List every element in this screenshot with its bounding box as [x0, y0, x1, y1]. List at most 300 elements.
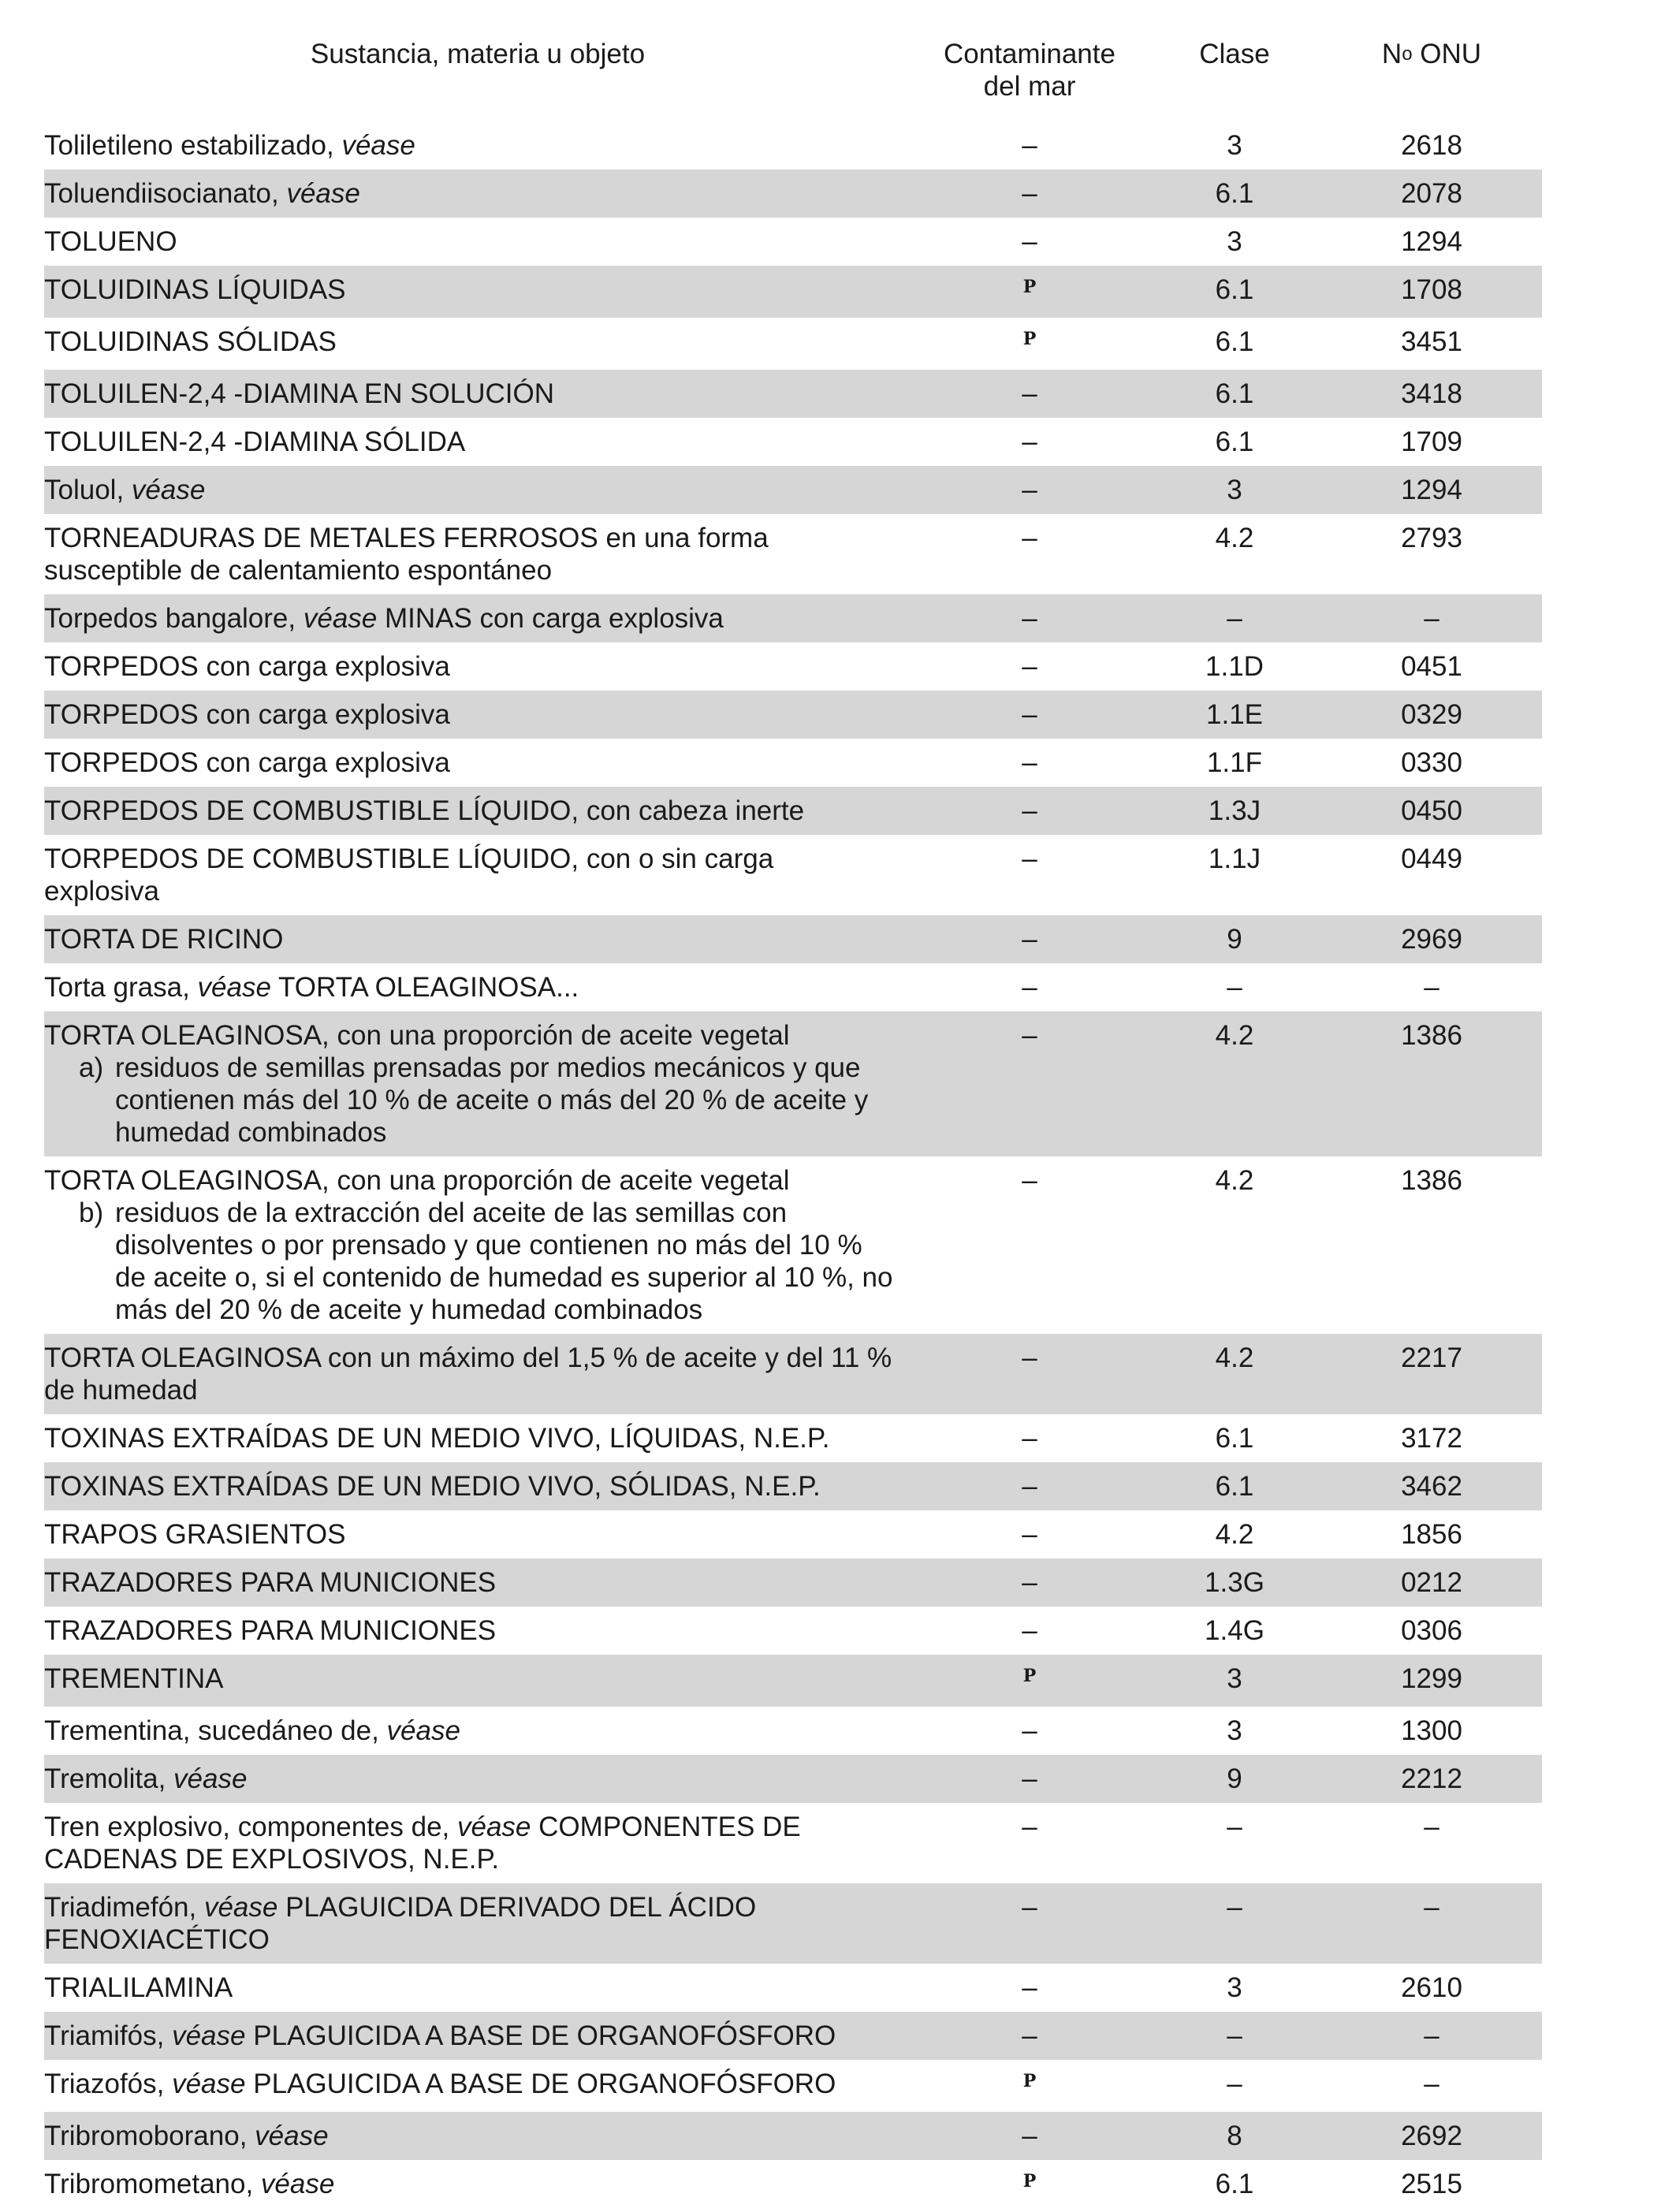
marine-pollutant-dash: –: [1022, 2121, 1037, 2151]
substance-name: TOLUIDINAS LÍQUIDAS: [44, 274, 346, 305]
header-un-number: [1321, 32, 1542, 121]
marine-pollutant-mark: P: [1022, 2171, 1037, 2192]
class-value: 1.1F: [1206, 747, 1263, 778]
substance-name-cell: [44, 1334, 911, 1414]
class-cell: [1148, 418, 1321, 466]
substance-name-cell: [44, 1414, 911, 1462]
substance-name-cell: [44, 1607, 911, 1655]
un-number-cell: [1321, 1707, 1542, 1755]
class-cell: [1148, 915, 1321, 963]
table-row: [44, 1883, 1542, 1964]
substance-name-cell: [44, 594, 911, 642]
substance-name-cell: [44, 691, 911, 739]
substance-name: TORPEDOS con carga explosiva: [44, 699, 450, 730]
marine-pollutant-cell: [911, 787, 1148, 835]
marine-pollutant-dash: –: [1022, 1567, 1037, 1598]
substance-name-cell: [44, 1755, 911, 1803]
substance-name: Tribromoborano: [44, 2121, 240, 2151]
un-number-value: 1299: [1401, 1663, 1462, 1694]
class-value: 1.3J: [1208, 795, 1261, 826]
table-row: [44, 594, 1542, 642]
name-separator: ,: [182, 972, 198, 1003]
substance-name-cell: [44, 787, 911, 835]
class-cell: [1148, 1558, 1321, 1607]
marine-pollutant-dash: –: [1022, 1615, 1037, 1646]
un-number-value: 2515: [1401, 2169, 1462, 2199]
un-number-value: –: [1424, 1812, 1439, 1842]
class-cell: [1148, 514, 1321, 594]
table-row: [44, 1462, 1542, 1510]
table-row: [44, 963, 1542, 1011]
un-number-cell: [1321, 466, 1542, 514]
table-header: [44, 32, 1542, 121]
un-number-value: –: [1424, 1892, 1439, 1923]
name-separator: ,: [288, 603, 304, 634]
header-row: [44, 32, 1542, 121]
class-cell: [1148, 2012, 1321, 2060]
see-reference: véase: [172, 2020, 246, 2051]
table-row: [44, 418, 1542, 466]
marine-pollutant-cell: [911, 642, 1148, 691]
marine-pollutant-mark: P: [1022, 329, 1037, 349]
un-number-cell: [1321, 1755, 1542, 1803]
un-number-cell: [1321, 1011, 1542, 1156]
class-cell: [1148, 1414, 1321, 1462]
name-separator: ,: [188, 1892, 204, 1923]
un-number-cell: [1321, 418, 1542, 466]
un-number-cell: [1321, 1964, 1542, 2012]
substance-name-cell: [44, 169, 911, 218]
substance-name-cell: [44, 1707, 911, 1755]
marine-pollutant-dash: –: [1022, 1715, 1037, 1746]
class-value: 6.1: [1215, 1471, 1254, 1502]
un-number-cell: [1321, 370, 1542, 418]
name-separator: ,: [371, 1715, 387, 1746]
un-number-cell: [1321, 1462, 1542, 1510]
header-substance: [44, 32, 911, 121]
un-number-cell: [1321, 169, 1542, 218]
table-row: [44, 691, 1542, 739]
see-reference: véase: [203, 1892, 278, 1923]
marine-pollutant-cell: [911, 1607, 1148, 1655]
header-class: [1148, 32, 1321, 121]
un-number-value: 3418: [1401, 378, 1462, 409]
un-number-cell: [1321, 642, 1542, 691]
table-row: [44, 1964, 1542, 2012]
header-un-prefix: N: [1381, 39, 1402, 69]
substance-name-cell: [44, 1462, 911, 1510]
class-cell: [1148, 1011, 1321, 1156]
see-target: MINAS con carga explosiva: [377, 603, 724, 634]
marine-pollutant-cell: [911, 2012, 1148, 2060]
name-separator: ,: [326, 130, 342, 161]
substance-name-cell: [44, 1510, 911, 1558]
un-number-value: 3451: [1401, 326, 1462, 357]
un-number-value: –: [1424, 2069, 1439, 2099]
un-number-cell: [1321, 1156, 1542, 1334]
class-value: 4.2: [1215, 1165, 1254, 1196]
un-number-cell: [1321, 2160, 1542, 2212]
class-cell: [1148, 318, 1321, 370]
see-reference: véase: [286, 178, 360, 209]
un-number-value: 2078: [1401, 178, 1462, 209]
marine-pollutant-dash: –: [1022, 747, 1037, 778]
table-row: [44, 787, 1542, 835]
un-number-cell: [1321, 2060, 1542, 2112]
see-reference: véase: [255, 2121, 329, 2151]
marine-pollutant-mark: P: [1022, 277, 1037, 297]
sub-item-label: a): [79, 1052, 104, 1083]
sub-item: [79, 1052, 896, 1149]
marine-pollutant-dash: –: [1022, 1423, 1037, 1454]
class-value: 3: [1227, 1715, 1242, 1746]
class-cell: [1148, 642, 1321, 691]
class-cell: [1148, 169, 1321, 218]
marine-pollutant-cell: [911, 1655, 1148, 1707]
un-number-cell: [1321, 739, 1542, 787]
substance-name: Triazofós: [44, 2069, 157, 2099]
class-cell: [1148, 2112, 1321, 2160]
marine-pollutant-dash: –: [1022, 426, 1037, 457]
marine-pollutant-cell: [911, 2160, 1148, 2212]
un-number-value: 2212: [1401, 1763, 1462, 1794]
table-row: [44, 1414, 1542, 1462]
sub-item-label: b): [79, 1197, 104, 1228]
class-cell: [1148, 266, 1321, 318]
class-value: 9: [1227, 924, 1242, 955]
marine-pollutant-cell: [911, 2060, 1148, 2112]
substance-name: TORNEADURAS DE METALES FERROSOS en una forma susceptible de calentamiento espontáneo: [44, 523, 769, 586]
un-number-value: 3172: [1401, 1423, 1462, 1454]
substance-name-cell: [44, 642, 911, 691]
un-number-cell: [1321, 1883, 1542, 1964]
marine-pollutant-cell: [911, 1707, 1148, 1755]
substance-name-cell: [44, 1883, 911, 1964]
marine-pollutant-dash: –: [1022, 843, 1037, 874]
see-target: COMPONENTES DE CADENAS DE EXPLOSIVOS, N.E.P.: [44, 1812, 801, 1875]
header-class-text: Clase: [1199, 39, 1270, 69]
sub-item-text: residuos de semillas prensadas por medios mecánicos y que contienen más del 10 % de aceite o más del 20 % de aceite y humedad combinados: [115, 1052, 869, 1148]
table-row: [44, 1755, 1542, 1803]
substance-name-cell: [44, 2012, 911, 2060]
class-value: 1.1J: [1208, 843, 1261, 874]
see-target: TORTA OLEAGINOSA...: [270, 972, 579, 1003]
marine-pollutant-cell: [911, 169, 1148, 218]
marine-pollutant-cell: [911, 1510, 1148, 1558]
un-number-value: 0212: [1401, 1567, 1462, 1598]
class-cell: [1148, 1883, 1321, 1964]
class-cell: [1148, 1156, 1321, 1334]
substance-name: Tren explosivo, componentes de: [44, 1812, 442, 1842]
marine-pollutant-dash: –: [1022, 795, 1037, 826]
marine-pollutant-dash: –: [1022, 523, 1037, 553]
un-number-cell: [1321, 218, 1542, 266]
see-reference: véase: [197, 972, 271, 1003]
marine-pollutant-dash: –: [1022, 178, 1037, 209]
substance-name-cell: [44, 963, 911, 1011]
un-number-value: –: [1424, 972, 1439, 1003]
class-cell: [1148, 739, 1321, 787]
class-value: 1.3G: [1205, 1567, 1264, 1598]
substance-name-cell: [44, 418, 911, 466]
class-cell: [1148, 1964, 1321, 2012]
marine-pollutant-dash: –: [1022, 2020, 1037, 2051]
dangerous-goods-index-page: [44, 32, 1542, 2212]
substance-name: TRAZADORES PARA MUNICIONES: [44, 1567, 497, 1598]
un-number-value: 1708: [1401, 274, 1462, 305]
class-value: 3: [1227, 226, 1242, 257]
table-row: [44, 1558, 1542, 1607]
see-reference: véase: [303, 603, 378, 634]
marine-pollutant-dash: –: [1022, 651, 1037, 682]
see-target: PLAGUICIDA A BASE DE ORGANOFÓSFORO: [245, 2020, 836, 2051]
marine-pollutant-cell: [911, 739, 1148, 787]
marine-pollutant-cell: [911, 418, 1148, 466]
class-value: –: [1227, 1892, 1242, 1923]
substance-name: TORTA OLEAGINOSA con un máximo del 1,5 % de aceite y del 11 % de humedad: [44, 1342, 892, 1406]
class-value: 4.2: [1215, 523, 1254, 553]
name-separator: ,: [270, 178, 287, 209]
marine-pollutant-dash: –: [1022, 1892, 1037, 1923]
table-row: [44, 915, 1542, 963]
class-value: 6.1: [1215, 2169, 1254, 2199]
substance-name: TORTA DE RICINO: [44, 924, 284, 955]
table-row: [44, 1011, 1542, 1156]
table-row: [44, 1334, 1542, 1414]
substance-name: Torpedos bangalore: [44, 603, 289, 634]
table-row: [44, 466, 1542, 514]
marine-pollutant-cell: [911, 963, 1148, 1011]
class-value: 9: [1227, 1763, 1242, 1794]
marine-pollutant-cell: [911, 1462, 1148, 1510]
substance-name-cell: [44, 370, 911, 418]
marine-pollutant-mark: P: [1022, 1666, 1037, 1686]
class-cell: [1148, 1462, 1321, 1510]
un-number-value: 2793: [1401, 523, 1462, 553]
see-target: PLAGUICIDA DERIVADO DEL ÁCIDO FENOXIACÉTICO: [44, 1892, 757, 1955]
substance-name: TOXINAS EXTRAÍDAS DE UN MEDIO VIVO, SÓLIDAS, N.E.P.: [44, 1471, 821, 1502]
un-number-value: 3462: [1401, 1471, 1462, 1502]
header-substance-text: Sustancia, materia u objeto: [310, 39, 646, 69]
table-row: [44, 1607, 1542, 1655]
marine-pollutant-dash: –: [1022, 1763, 1037, 1794]
marine-pollutant-cell: [911, 691, 1148, 739]
un-number-cell: [1321, 1803, 1542, 1883]
un-number-cell: [1321, 691, 1542, 739]
un-number-value: 0306: [1401, 1615, 1462, 1646]
substance-name: TOLUILEN-2,4 -DIAMINA EN SOLUCIÓN: [44, 378, 555, 409]
class-cell: [1148, 1755, 1321, 1803]
un-number-value: 0330: [1401, 747, 1462, 778]
un-number-value: 0450: [1401, 795, 1462, 826]
substance-name-cell: [44, 835, 911, 915]
un-number-value: 0329: [1401, 699, 1462, 730]
class-cell: [1148, 1803, 1321, 1883]
substance-name: Trementina, sucedáneo de: [44, 1715, 372, 1746]
un-number-value: 2618: [1401, 130, 1462, 161]
name-separator: ,: [245, 2169, 261, 2199]
class-value: 3: [1227, 475, 1242, 505]
marine-pollutant-dash: –: [1022, 699, 1037, 730]
class-value: –: [1227, 603, 1242, 634]
marine-pollutant-cell: [911, 1964, 1148, 2012]
marine-pollutant-dash: –: [1022, 1471, 1037, 1502]
marine-pollutant-cell: [911, 915, 1148, 963]
substance-name: Tremolita: [44, 1763, 158, 1794]
un-number-value: 1300: [1401, 1715, 1462, 1746]
substance-name: Torta grasa: [44, 972, 183, 1003]
substance-name-cell: [44, 1655, 911, 1707]
table-row: [44, 1655, 1542, 1707]
table-row: [44, 2060, 1542, 2112]
name-separator: ,: [156, 2020, 173, 2051]
marine-pollutant-dash: –: [1022, 226, 1037, 257]
marine-pollutant-dash: –: [1022, 972, 1037, 1003]
class-cell: [1148, 835, 1321, 915]
see-reference: véase: [260, 2169, 335, 2199]
un-number-cell: [1321, 318, 1542, 370]
un-number-value: 1294: [1401, 475, 1462, 505]
substance-name: Toluendiisocianato: [44, 178, 271, 209]
see-reference: véase: [172, 2069, 246, 2099]
substance-name: TRAZADORES PARA MUNICIONES: [44, 1615, 497, 1646]
un-number-cell: [1321, 787, 1542, 835]
see-reference: véase: [457, 1812, 531, 1842]
table-row: [44, 169, 1542, 218]
table-row: [44, 2112, 1542, 2160]
header-un-suffix: ONU: [1412, 39, 1482, 69]
substance-name: TOLUENO: [44, 226, 177, 257]
marine-pollutant-dash: –: [1022, 475, 1037, 505]
un-number-value: 2610: [1401, 1972, 1462, 2003]
class-value: 3: [1227, 130, 1242, 161]
substance-name-cell: [44, 1803, 911, 1883]
table-row: [44, 642, 1542, 691]
class-cell: [1148, 218, 1321, 266]
name-separator: ,: [239, 2121, 255, 2151]
un-number-value: 1709: [1401, 426, 1462, 457]
un-number-value: –: [1424, 603, 1439, 634]
substance-name: TOLUILEN-2,4 -DIAMINA SÓLIDA: [44, 426, 466, 457]
class-value: –: [1227, 972, 1242, 1003]
table-row: [44, 1707, 1542, 1755]
table-row: [44, 121, 1542, 169]
un-number-cell: [1321, 1558, 1542, 1607]
substance-name: TORPEDOS DE COMBUSTIBLE LÍQUIDO, con o sin carga explosiva: [44, 843, 774, 907]
marine-pollutant-cell: [911, 594, 1148, 642]
un-number-value: 2692: [1401, 2121, 1462, 2151]
un-number-cell: [1321, 915, 1542, 963]
table-row: [44, 318, 1542, 370]
substance-name-cell: [44, 1964, 911, 2012]
header-marine-pollutant-line1: Contaminante: [944, 39, 1115, 69]
table-row: [44, 218, 1542, 266]
class-value: –: [1227, 1812, 1242, 1842]
table-row: [44, 2012, 1542, 2060]
table-row: [44, 266, 1542, 318]
marine-pollutant-dash: –: [1022, 1020, 1037, 1051]
substance-name-cell: [44, 318, 911, 370]
marine-pollutant-cell: [911, 2112, 1148, 2160]
substance-name: Triamifós: [44, 2020, 157, 2051]
class-cell: [1148, 691, 1321, 739]
un-number-cell: [1321, 1655, 1542, 1707]
substance-name: TORTA OLEAGINOSA, con una proporción de aceite vegetal: [44, 1165, 790, 1196]
un-number-cell: [1321, 1510, 1542, 1558]
see-reference: véase: [386, 1715, 460, 1746]
see-reference: véase: [341, 130, 415, 161]
un-number-cell: [1321, 2012, 1542, 2060]
un-number-cell: [1321, 1414, 1542, 1462]
see-target: PLAGUICIDA A BASE DE ORGANOFÓSFORO: [245, 2069, 836, 2099]
marine-pollutant-cell: [911, 1334, 1148, 1414]
class-cell: [1148, 1707, 1321, 1755]
substance-name: Toluol: [44, 475, 117, 505]
name-separator: ,: [116, 475, 132, 505]
substance-name: TOXINAS EXTRAÍDAS DE UN MEDIO VIVO, LÍQUIDAS, N.E.P.: [44, 1423, 830, 1454]
class-value: 1.1E: [1206, 699, 1263, 730]
table-body: [44, 121, 1542, 2212]
see-reference: véase: [131, 475, 206, 505]
substance-name-cell: [44, 1558, 911, 1607]
un-number-value: 0449: [1401, 843, 1462, 874]
un-number-value: 1856: [1401, 1519, 1462, 1550]
class-value: 6.1: [1215, 326, 1254, 357]
substance-name: TRAPOS GRASIENTOS: [44, 1519, 346, 1550]
un-number-cell: [1321, 1607, 1542, 1655]
marine-pollutant-cell: [911, 514, 1148, 594]
class-value: 6.1: [1215, 426, 1254, 457]
class-value: 3: [1227, 1663, 1242, 1694]
table-row: [44, 2160, 1542, 2212]
class-value: 1.1D: [1205, 651, 1264, 682]
substance-name-cell: [44, 514, 911, 594]
substance-name: TORPEDOS con carga explosiva: [44, 651, 450, 682]
marine-pollutant-cell: [911, 1803, 1148, 1883]
marine-pollutant-dash: –: [1022, 1812, 1037, 1842]
table-row: [44, 835, 1542, 915]
class-cell: [1148, 1607, 1321, 1655]
marine-pollutant-dash: –: [1022, 924, 1037, 955]
class-cell: [1148, 121, 1321, 169]
class-cell: [1148, 2060, 1321, 2112]
class-value: 4.2: [1215, 1519, 1254, 1550]
substance-name-cell: [44, 1156, 911, 1334]
class-value: 4.2: [1215, 1020, 1254, 1051]
substance-name-cell: [44, 1011, 911, 1156]
name-separator: ,: [158, 1763, 174, 1794]
substance-name: TRIALILAMINA: [44, 1972, 233, 2003]
un-number-cell: [1321, 594, 1542, 642]
marine-pollutant-dash: –: [1022, 603, 1037, 634]
class-value: 4.2: [1215, 1342, 1254, 1373]
un-number-value: 2217: [1401, 1342, 1462, 1373]
table-row: [44, 739, 1542, 787]
un-number-cell: [1321, 2112, 1542, 2160]
marine-pollutant-cell: [911, 121, 1148, 169]
un-number-value: 1386: [1401, 1165, 1462, 1196]
marine-pollutant-dash: –: [1022, 1342, 1037, 1373]
marine-pollutant-cell: [911, 218, 1148, 266]
table-row: [44, 1510, 1542, 1558]
see-reference: véase: [173, 1763, 248, 1794]
substance-name: TREMENTINA: [44, 1663, 224, 1694]
un-number-cell: [1321, 121, 1542, 169]
class-value: 3: [1227, 1972, 1242, 2003]
un-number-value: 2969: [1401, 924, 1462, 955]
marine-pollutant-dash: –: [1022, 130, 1037, 161]
substance-name-cell: [44, 2112, 911, 2160]
